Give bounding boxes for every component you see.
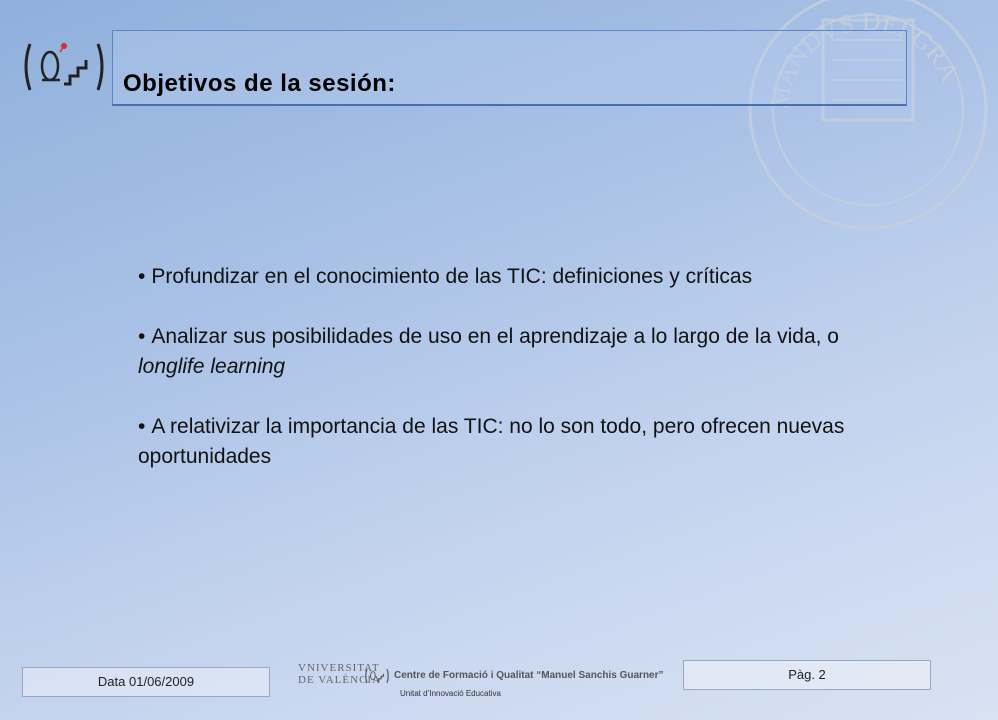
bullet-item xyxy=(138,412,888,472)
seal-text: MANDVS DEI GRA xyxy=(764,6,965,111)
unit-name: Unitat d’Innovació Educativa xyxy=(400,689,501,698)
bullet-text: Profundizar en el conocimiento de las TIC: definiciones y críticas xyxy=(151,265,753,288)
bullet-symbol: • xyxy=(138,325,146,348)
slide-title: Objetivos de la sesión: xyxy=(123,70,396,97)
bullet-list xyxy=(138,262,888,502)
footer-institution xyxy=(298,660,664,700)
university-name-line1: VNIVERSITAT xyxy=(298,662,380,674)
bullet-text: A relativizar la importancia de las TIC: no lo son todo, pero ofrecen nuevas oportunidades xyxy=(138,415,845,468)
bullet-text: Analizar sus posibilidades de uso en el aprendizaje a lo largo de la vida, o xyxy=(151,325,839,348)
bullet-symbol: • xyxy=(138,415,146,438)
title-box xyxy=(112,30,907,106)
footer-date: Data 01/06/2009 xyxy=(22,667,270,697)
university-name-line2: DE VALÈNCIA xyxy=(298,674,382,686)
page-number: Pàg. 2 xyxy=(683,660,931,690)
bullet-text-italic: longlife learning xyxy=(138,355,286,378)
stairs-person-logo-icon xyxy=(364,664,390,688)
bullet-symbol: • xyxy=(138,265,146,288)
bullet-item xyxy=(138,322,888,382)
stairs-person-logo-icon xyxy=(20,36,108,98)
centre-name: Centre de Formació i Qualitat “Manuel Sanchis Guarner” xyxy=(394,670,664,681)
bullet-item xyxy=(138,262,888,292)
